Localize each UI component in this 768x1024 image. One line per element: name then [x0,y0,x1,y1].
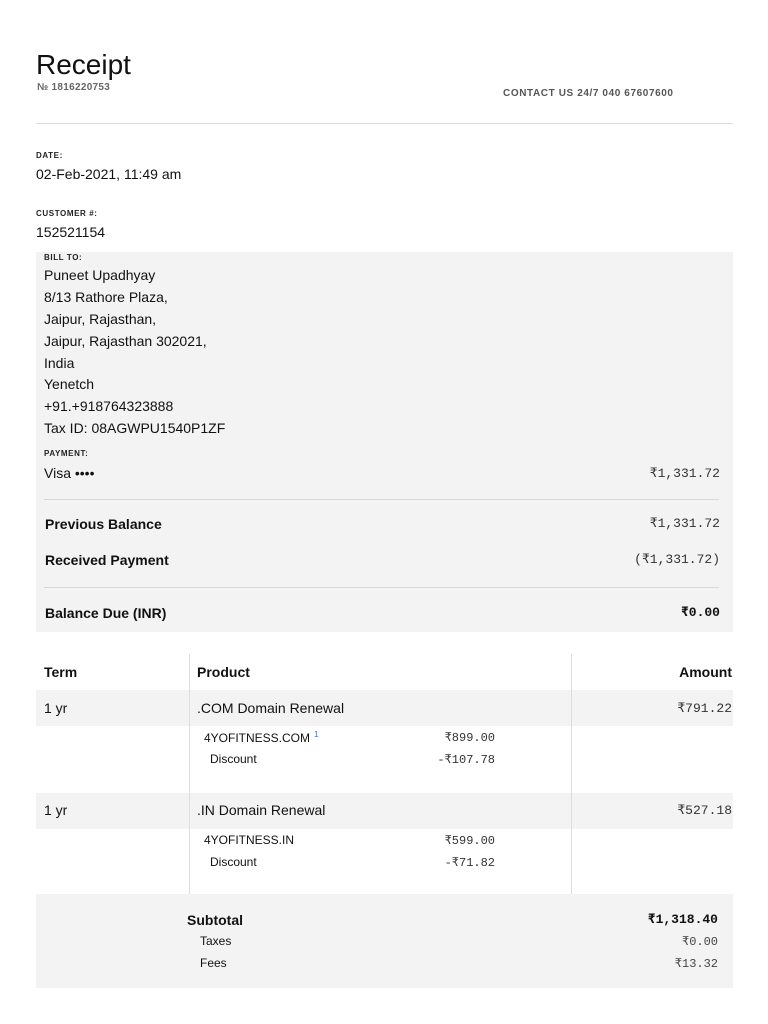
item-discount-label: Discount [210,752,257,766]
bill-to-line: Puneet Upadhyay [44,267,156,283]
item-discount-value: -₹71.82 [444,856,495,870]
page-title: Receipt [36,49,131,80]
fees-value: ₹13.32 [674,957,718,971]
payment-amount: ₹1,331.72 [649,466,720,481]
item-product: .COM Domain Renewal [197,700,345,716]
balance-due-label: Balance Due (INR) [45,605,167,621]
column-divider [189,654,190,894]
item-detail-name: 4YOFITNESS.IN [204,833,295,847]
customer-value: 152521154 [36,224,106,240]
table-row [36,690,733,726]
customer-label: CUSTOMER #: [36,209,98,218]
item-discount-label: Discount [210,855,257,869]
receipt-number: № 1816220753 [37,82,111,93]
item-detail-price: ₹899.00 [444,731,495,745]
balance-due-value: ₹0.00 [680,605,720,620]
taxes-value: ₹0.00 [681,935,718,949]
bill-to-line: India [44,355,75,371]
item-detail-price: ₹599.00 [444,834,495,848]
previous-balance-label: Previous Balance [45,516,162,532]
column-divider [571,654,572,894]
bill-to-line: +91.+918764323888 [44,398,174,414]
date-label: DATE: [36,151,63,160]
item-term: 1 yr [44,802,68,818]
taxes-label: Taxes [200,934,232,948]
totals-panel [36,894,733,988]
product-column-header: Product [197,664,250,680]
divider [44,499,719,500]
footnote-link[interactable]: 1 [314,730,319,739]
payment-method: Visa •••• [44,465,95,481]
item-amount: ₹791.22 [677,701,732,716]
bill-to-line: Tax ID: 08AGWPU1540P1ZF [44,420,226,436]
term-column-header: Term [44,664,78,680]
domain-name: 4YOFITNESS.COM [204,731,311,745]
date-value: 02-Feb-2021, 11:49 am [36,166,182,182]
item-product: .IN Domain Renewal [197,802,326,818]
subtotal-label: Subtotal [187,912,243,928]
header-divider [36,123,733,124]
amount-column-header: Amount [679,664,732,680]
bill-to-line: 8/13 Rathore Plaza, [44,289,168,305]
received-payment-label: Received Payment [45,552,169,568]
bill-to-label: BILL TO: [44,253,83,262]
divider [44,587,719,588]
billing-panel [36,252,733,632]
item-discount-value: -₹107.78 [437,753,495,767]
bill-to-line: Yenetch [44,376,95,392]
table-row [36,793,733,829]
payment-label: PAYMENT: [44,449,89,458]
item-amount: ₹527.18 [677,803,732,818]
contact-info: CONTACT US 24/7 040 67607600 [503,88,674,99]
bill-to-line: Jaipur, Rajasthan, [44,311,157,327]
subtotal-value: ₹1,318.40 [647,912,718,927]
previous-balance-value: ₹1,331.72 [649,516,720,531]
item-detail-name [204,730,318,745]
bill-to-line: Jaipur, Rajasthan 302021, [44,333,207,349]
fees-label: Fees [200,956,227,970]
item-term: 1 yr [44,700,68,716]
received-payment-value: (₹1,331.72) [634,552,720,567]
